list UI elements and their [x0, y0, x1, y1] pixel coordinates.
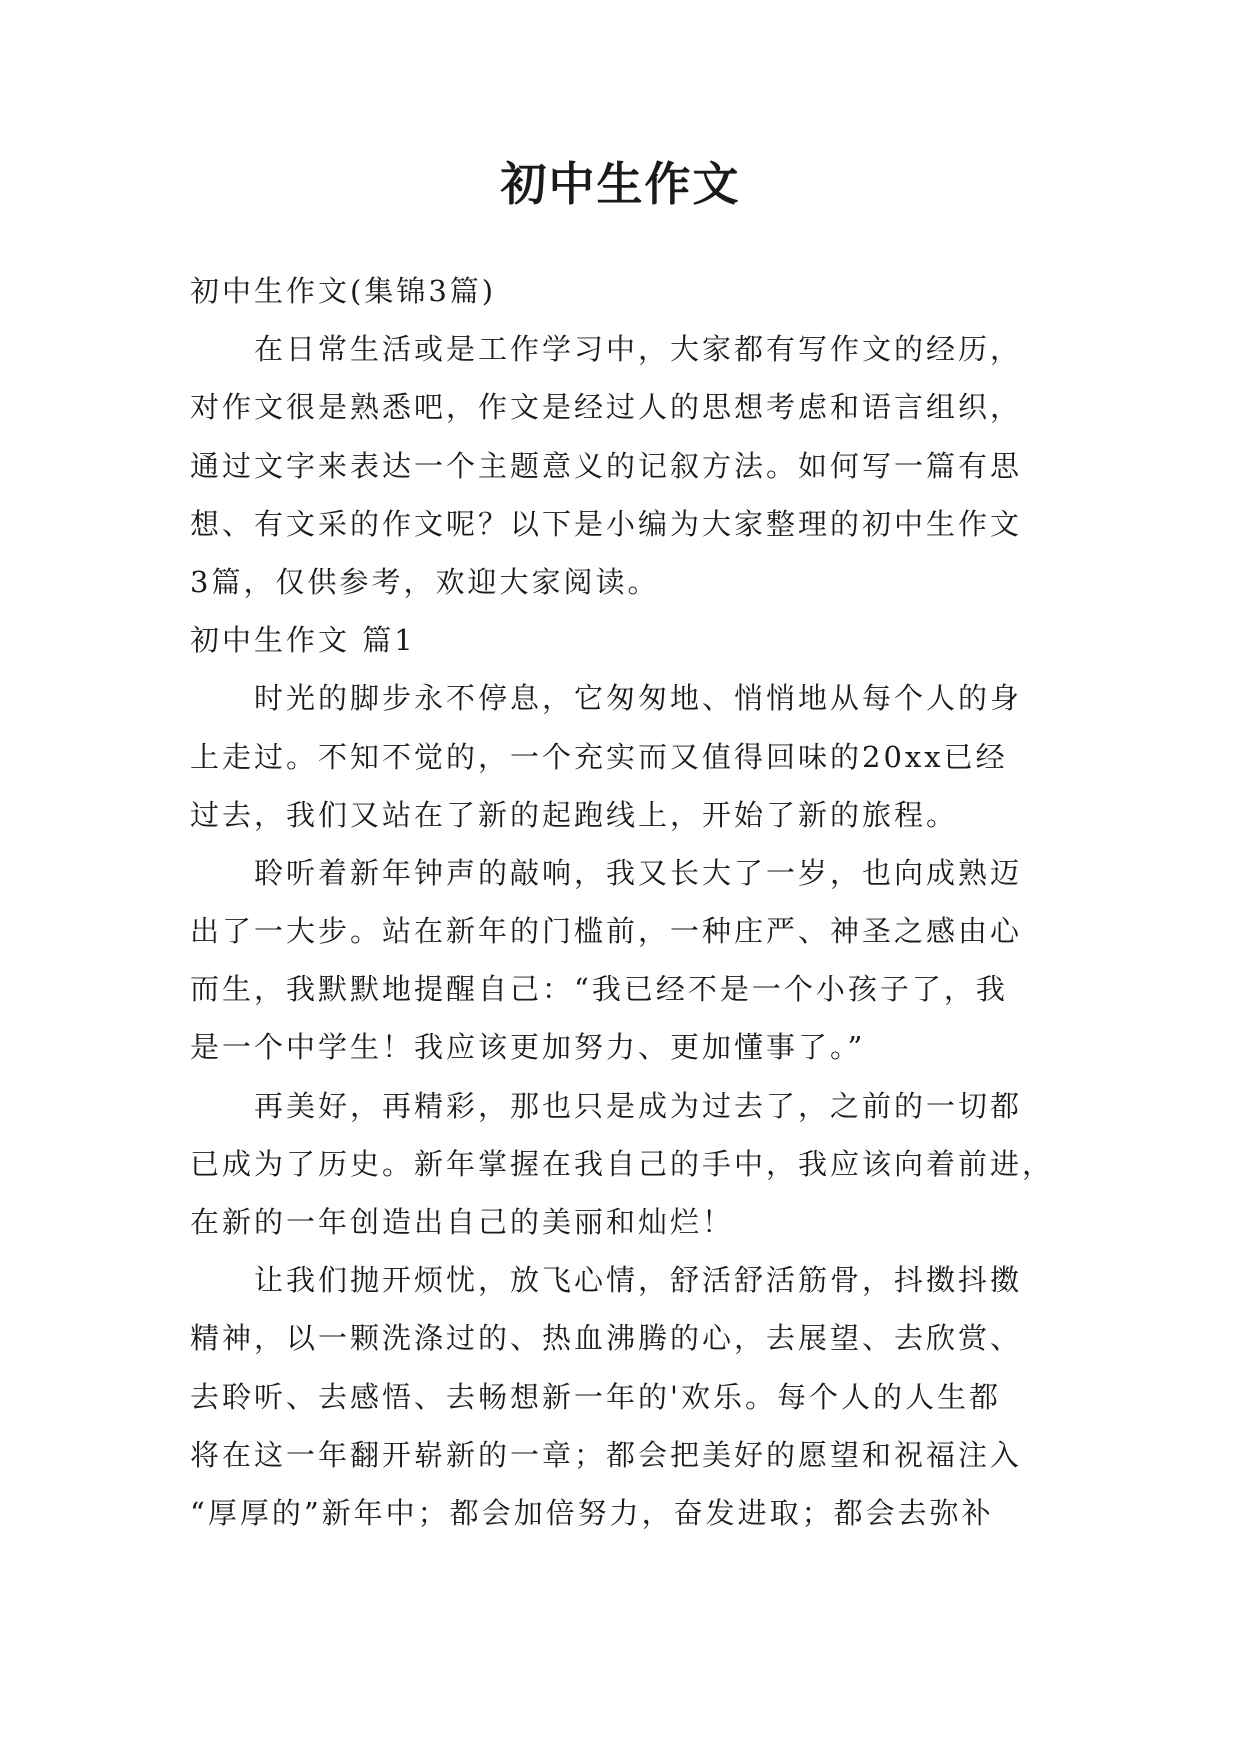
text-line: 出了一大步。站在新年的门槛前，一种庄严、神圣之感由心 — [190, 914, 1023, 949]
text-line: 在新的一年创造出自己的美丽和灿烂！ — [190, 1205, 735, 1239]
section-heading: 初中生作文 篇1 — [190, 623, 416, 658]
text-line: 而生，我默默地提醒自己：“我已经不是一个小孩子了，我 — [190, 972, 1008, 1007]
text-line: 精神，以一颗洗涤过的、热血沸腾的心，去展望、去欣赏、 — [190, 1321, 1023, 1356]
text-line: 通过文字来表达一个主题意义的记叙方法。如何写一篇有思 — [190, 448, 1023, 483]
text-line: 时光的脚步永不停息，它匆匆地、悄悄地从每个人的身 — [254, 681, 1023, 716]
document-body — [190, 262, 1070, 1542]
text-line: “厚厚的”新年中；都会加倍努力，奋发进取；都会去弥补 — [190, 1495, 994, 1530]
text-line: 将在这一年翻开崭新的一章；都会把美好的愿望和祝福注入 — [190, 1437, 1023, 1472]
text-line: 想、有文采的作文呢？以下是小编为大家整理的初中生作文 — [190, 506, 1023, 541]
text-line: 过去，我们又站在了新的起跑线上，开始了新的旅程。 — [190, 797, 959, 832]
text-line: 聆听着新年钟声的敲响，我又长大了一岁，也向成熟迈 — [254, 855, 1023, 890]
text-line: 让我们抛开烦忧，放飞心情，舒活舒活筋骨，抖擞抖擞 — [254, 1263, 1023, 1298]
text-line: 已成为了历史。新年掌握在我自己的手中，我应该向着前进， — [190, 1146, 1055, 1181]
text-line: 是一个中学生！我应该更加努力、更加懂事了。” — [190, 1030, 866, 1065]
text-line: 再美好，再精彩，那也只是成为过去了，之前的一切都 — [254, 1088, 1023, 1123]
text-line: 上走过。不知不觉的，一个充实而又值得回味的20xx已经 — [190, 739, 1008, 774]
text-line: 对作文很是熟悉吧，作文是经过人的思想考虑和语言组织， — [190, 390, 1023, 425]
text-line: 初中生作文(集锦3篇) — [190, 274, 497, 308]
document-title: 初中生作文 — [500, 157, 741, 211]
text-line: 3篇，仅供参考，欢迎大家阅读。 — [190, 564, 660, 599]
text-line: 去聆听、去感悟、去畅想新一年的'欢乐。每个人的人生都 — [190, 1379, 1001, 1414]
text-line: 在日常生活或是工作学习中，大家都有写作文的经历， — [254, 332, 1023, 367]
